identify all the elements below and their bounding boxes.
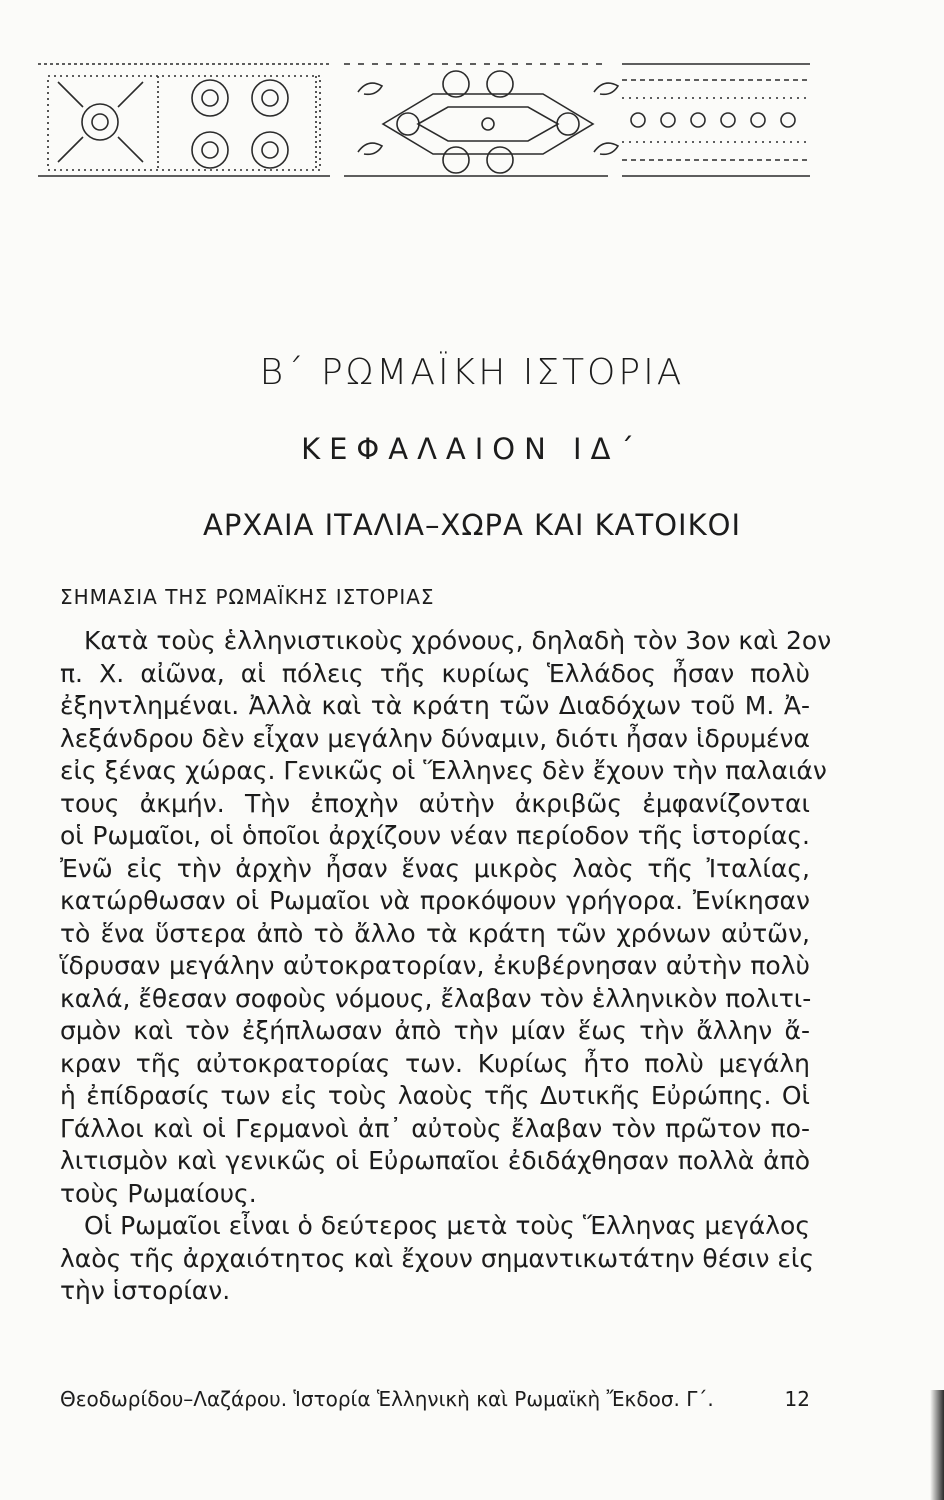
ornament-panel-left bbox=[38, 64, 330, 176]
text-line: ἐξηντλημέναι. Ἀλλὰ καὶ τὰ κράτη τῶν Διαδόχων τοῦ Μ. Ἀ- bbox=[60, 691, 810, 720]
body-text bbox=[60, 625, 832, 1308]
text-line: Γάλλοι καὶ οἱ Γερμανοὶ ἀπ᾿ αὐτοὺς ἔλαβαν τὸν πρῶτον πο- bbox=[60, 1113, 810, 1143]
text-line: ἡ ἐπίδρασίς των εἰς τοὺς λαοὺς τῆς Δυτικῆς Εὐρώπης. Οἱ bbox=[60, 1081, 810, 1110]
page-number: 12 bbox=[784, 1387, 810, 1411]
text-line: οἱ Ρωμαῖοι, οἱ ὁποῖοι ἀρχίζουν νέαν περίοδον τῆς ἱστορίας. bbox=[60, 821, 810, 850]
text-line: ἵδρυσαν μεγάλην αὐτοκρατορίαν, ἐκυβέρνησαν αὐτὴν πολὺ bbox=[60, 951, 810, 980]
text-line: κατώρθωσαν οἱ Ρωμαῖοι νὰ προκόψουν γρήγορα. Ἐνίκησαν bbox=[60, 886, 810, 915]
part-title: Β΄ ΡΩΜΑΪΚΗ ΙΣΤΟΡΙΑ bbox=[259, 352, 685, 393]
text-line: τους ἀκμήν. Τὴν ἐποχὴν αὐτὴν ἀκριβῶς ἐμφανίζονται bbox=[60, 788, 810, 818]
ornament-panel-right bbox=[622, 64, 810, 176]
text-line: σμὸν καὶ τὸν ἐξήπλωσαν ἀπὸ τὴν μίαν ἕως τὴν ἄλλην ἄ- bbox=[60, 1016, 810, 1045]
chapter-label: ΚΕΦΑΛΑΙΟΝ ΙΔ΄ bbox=[301, 432, 643, 466]
section-heading: ΣΗΜΑΣΙΑ ΤΗΣ ΡΩΜΑΪΚΗΣ ΙΣΤΟΡΙΑΣ bbox=[60, 585, 435, 609]
decorative-header-ornament bbox=[38, 52, 810, 182]
text-line: λιτισμὸν καὶ γενικῶς οἱ Εὐρωπαῖοι ἐδιδάχθησαν πολλὰ ἀπὸ bbox=[60, 1146, 810, 1175]
text-line: κραν τῆς αὐτοκρατορίας των. Κυρίως ἦτο πολὺ μεγάλη bbox=[60, 1048, 810, 1078]
text-line: Κατὰ τοὺς ἑλληνιστικοὺς χρόνους, δηλαδὴ τὸν 3ον καὶ 2ον bbox=[84, 626, 832, 655]
text-line: λαὸς τῆς ἀρχαιότητος καὶ ἔχουν σημαντικωτάτην θέσιν εἰς bbox=[60, 1243, 815, 1273]
text-line: Οἱ Ρωμαῖοι εἶναι ὁ δεύτερος μετὰ τοὺς Ἕλληνας μεγάλος bbox=[84, 1211, 810, 1240]
page-footer bbox=[60, 1387, 810, 1411]
text-line: εἰς ξένας χώρας. Γενικῶς οἱ Ἕλληνες δὲν ἔχουν τὴν παλαιάν bbox=[60, 756, 827, 785]
footer-citation: Θεοδωρίδου–Λαζάρου. Ἱστορία Ἑλληνικὴ καὶ Ρωμαϊκὴ Ἔκδοσ. Γ΄. bbox=[60, 1387, 714, 1411]
text-line: τὸ ἕνα ὕστερα ἀπὸ τὸ ἄλλο τὰ κράτη τῶν χρόνων αὐτῶν, bbox=[60, 918, 810, 948]
page-edge-shadow bbox=[930, 1390, 944, 1500]
text-line: λεξάνδρου δὲν εἶχαν μεγάλην δύναμιν, διότι ἦσαν ἱδρυμένα bbox=[60, 723, 810, 753]
text-line: Ἐνῶ εἰς τὴν ἀρχὴν ἦσαν ἕνας μικρὸς λαὸς τῆς Ἰταλίας, bbox=[60, 853, 810, 883]
chapter-title: ΑΡΧΑΙΑ ΙΤΑΛΙΑ–ΧΩΡΑ ΚΑΙ ΚΑΤΟΙΚΟΙ bbox=[202, 508, 742, 542]
text-line: καλά, ἔθεσαν σοφοὺς νόμους, ἔλαβαν τὸν ἑλληνικὸν πολιτι- bbox=[60, 983, 812, 1013]
text-line: τὴν ἱστορίαν. bbox=[60, 1276, 231, 1305]
text-line: π. Χ. αἰῶνα, αἱ πόλεις τῆς κυρίως Ἑλλάδος ἦσαν πολὺ bbox=[60, 658, 810, 688]
ornament-panel-middle bbox=[344, 64, 618, 176]
text-line: τοὺς Ρωμαίους. bbox=[60, 1178, 257, 1208]
